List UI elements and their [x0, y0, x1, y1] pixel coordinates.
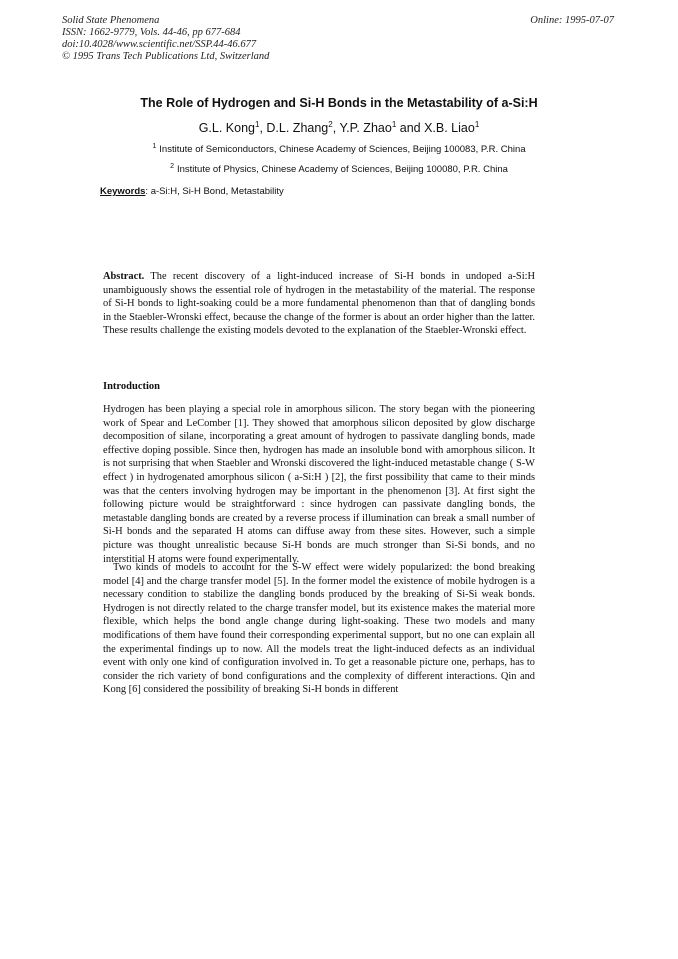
author-name: X.B. Liao	[424, 121, 475, 136]
affiliation-2	[0, 163, 678, 175]
affiliation-mark: 1	[152, 143, 157, 150]
keywords-text: a-Si:H, Si-H Bond, Metastability	[150, 186, 284, 197]
author-separator: ,	[259, 121, 267, 136]
issn-line: ISSN: 1662-9779, Vols. 44-46, pp 677-684	[62, 27, 241, 38]
author-affiliation-mark: 1	[474, 120, 480, 129]
author-conjunction: and	[399, 121, 421, 136]
abstract-label: Abstract.	[103, 271, 145, 282]
abstract	[103, 270, 535, 338]
affiliation-text: Institute of Physics, Chinese Academy of Sciences, Beijing 100080, P.R. China	[176, 164, 508, 176]
author-name: G.L. Kong	[198, 121, 255, 136]
affiliation-mark: 2	[170, 163, 174, 170]
author-affiliation-mark: 2	[328, 120, 333, 129]
author-affiliation-mark: 1	[391, 120, 397, 129]
keywords-label: Keywords	[100, 186, 146, 197]
affiliation-1	[0, 143, 678, 155]
author-list	[0, 120, 678, 135]
keywords: Keywords: a-Si:H, Si-H Bond, Metastability	[100, 186, 284, 197]
intro-paragraph-2: Two kinds of models to account for the S-W effect were widely popularized: the bond breaking model [4] and the charge transfer model [5]. In the former model the existence of mobile hydrogen is a necessary condition to stabilize the dangling bonds produced by the breaking of Si-Si weak bonds. Hydrogen is not directly related to the charge transfer model, but its existence makes the material more flexible, which helps the bond angle change during light-soaking. These two models and many modifications of them have found their corresponding experimental support, but no one can explain all the experimental findings up to now. All the models treat the light-induced defects as an individual event with only one kind of configuration involved in. To get a reasonable picture one, perhaps, has to consider the rich variety of bond configurations and the complexity of different interactions. Qin and Kong [6] considered the possibility of breaking Si-H bonds in different	[103, 562, 535, 696]
author-separator: ,	[332, 121, 340, 136]
doi-line: doi:10.4028/www.scientific.net/SSP.44-46.677	[62, 39, 257, 50]
section-heading-introduction: Introduction	[103, 381, 160, 392]
intro-paragraph-1: Hydrogen has been playing a special role in amorphous silicon. The story began with the pioneering work of Spear and LeComber [1]. They showed that amorphous silicon deposited by glow discharge decomposition of silane, incorporating a great amount of hydrogen to passivate dangling bonds, made effective doping possible. Since then, hydrogen has made an insoluble bond with amorphous silicon. It is not surprising that when Staebler and Wronski discovered the light-induced metastable change ( S-W effect ) in hydrogenated amorphous silicon ( a-Si:H ) [2], the first possibility that came to their minds was that the centers involving hydrogen may be important in the phenomenon [3]. At first sight the following picture would be straightforward : since hydrogen can passivate dangling bonds, the metastable dangling bonds are created by a reverse process if illumination can break a small number of Si-H bonds and the separated H atoms can diffuse away from these sites. However, such a simple picture was thought unrealistic because Si-H bonds are much stronger than Si-Si bonds, and no interstitial H atoms were found experimentally.	[103, 404, 535, 565]
author-name: D.L. Zhang	[266, 121, 329, 136]
author-affiliation-mark: 1	[255, 120, 260, 129]
journal-header	[62, 15, 269, 63]
copyright-line: © 1995 Trans Tech Publications Ltd, Switzerland	[62, 51, 270, 62]
abstract-text: The recent discovery of a light-induced increase of Si-H bonds in undoped a-Si:H unambiguously shows the essential role of hydrogen in the metastability of the material. The response of Si-H bonds to light-soaking could be a more fundamental phenomenon than that of dangling bonds in the Staebler-Wronski effect, because the change of the former is about an order higher than the latter. These results challenge the existing models devoted to the explanation of the Staebler-Wronski effect.	[103, 271, 535, 337]
journal-name: Solid State Phenomena	[62, 15, 160, 26]
online-date: Online: 1995-07-07	[530, 15, 614, 26]
paper-title: The Role of Hydrogen and Si-H Bonds in the Metastability of a-Si:H	[140, 96, 538, 110]
author-name: Y.P. Zhao	[339, 121, 392, 136]
affiliation-text: Institute of Semiconductors, Chinese Academy of Sciences, Beijing 100083, P.R. China	[159, 144, 526, 156]
